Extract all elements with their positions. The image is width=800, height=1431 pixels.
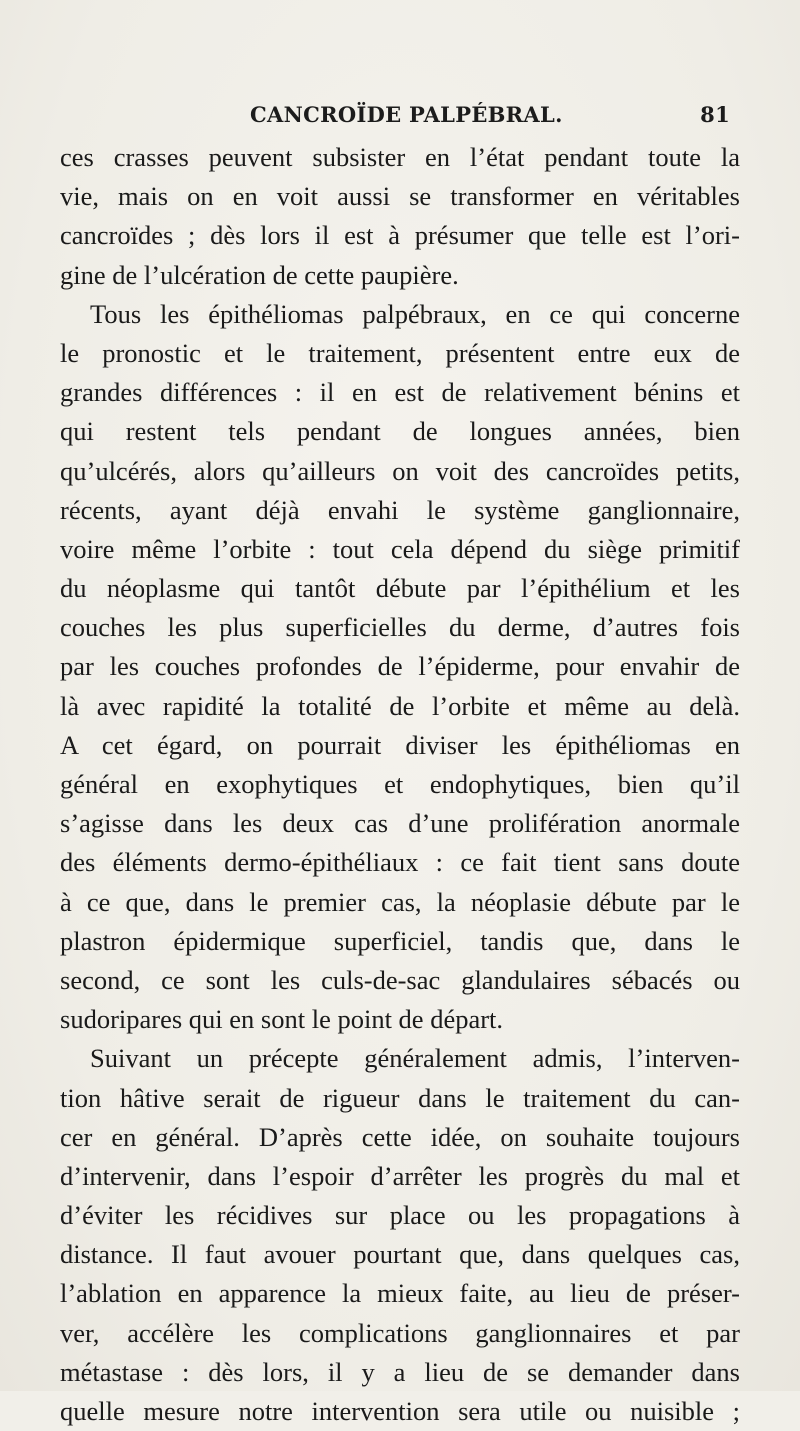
text-line: là avec rapidité la totalité de l’orbite et même au delà. [60,690,740,721]
text-line: distance. Il faut avouer pourtant que, dans quelques cas, [60,1239,740,1270]
text-line: qu’ulcérés, alors qu’ailleurs on voit des cancroïdes petits, [60,455,740,486]
text-line: Tous les épithéliomas palpébraux, en ce qui concerne [90,298,740,329]
text-line: couches les plus superficielles du derme, d’autres fois [60,612,740,643]
text-line: cer en général. D’après cette idée, on souhaite toujours [60,1121,740,1152]
text-line: voire même l’orbite : tout cela dépend du siège primitif [60,533,740,564]
text-line: général en exophytiques et endophytiques, bien qu’il [60,769,740,799]
text-line: du néoplasme qui tantôt débute par l’épithélium et les [60,573,740,604]
page-header [250,102,730,132]
text-line: plastron épidermique superficiel, tandis que, dans le [60,925,740,956]
text-line: vie, mais on en voit aussi se transformer en véritables [60,181,740,212]
text-line: s’agisse dans les deux cas d’une prolifération anormale [60,808,740,839]
text-line: récents, ayant déjà envahi le système ganglionnaire, [60,494,740,525]
text-line: quelle mesure notre intervention sera utile ou nuisible ; [60,1396,740,1426]
text-line: par les couches profondes de l’épiderme, pour envahir de [60,651,740,682]
text-line: ces crasses peuvent subsister en l’état pendant toute la [60,142,740,172]
text-line: ver, accélère les complications ganglionnaires et par [60,1317,740,1348]
text-line: Suivant un précepte généralement admis, l’interven- [90,1043,740,1074]
running-title: CANCROÏDE PALPÉBRAL. [250,102,563,127]
body-text [60,138,740,1431]
text-line: gine de l’ulcération de cette paupière. [60,259,459,290]
text-line: tion hâtive serait de rigueur dans le traitement du can- [60,1082,740,1113]
text-line: métastase : dès lors, il y a lieu de se demander dans [60,1356,740,1387]
text-line: d’éviter les récidives sur place ou les propagations à [60,1200,740,1231]
text-line: des éléments dermo-épithéliaux : ce fait tient sans doute [60,847,740,878]
text-line: cancroïdes ; dès lors il est à présumer que telle est l’ori- [60,220,740,251]
page-number: 81 [700,102,730,127]
text-line: qui restent tels pendant de longues années, bien [60,416,740,447]
text-line: sudoripares qui en sont le point de départ. [60,1004,504,1035]
text-line: l’ablation en apparence la mieux faite, au lieu de préser- [60,1278,740,1309]
text-line: A cet égard, on pourrait diviser les épithéliomas en [60,729,740,760]
text-line: d’intervenir, dans l’espoir d’arrêter les progrès du mal et [60,1160,740,1191]
text-line: le pronostic et le traitement, présentent entre eux de [60,337,740,368]
text-line: grandes différences : il en est de relativement bénins et [60,377,740,408]
text-line: second, ce sont les culs-de-sac glandulaires sébacés ou [60,964,740,995]
text-line: à ce que, dans le premier cas, la néoplasie débute par le [60,886,740,917]
